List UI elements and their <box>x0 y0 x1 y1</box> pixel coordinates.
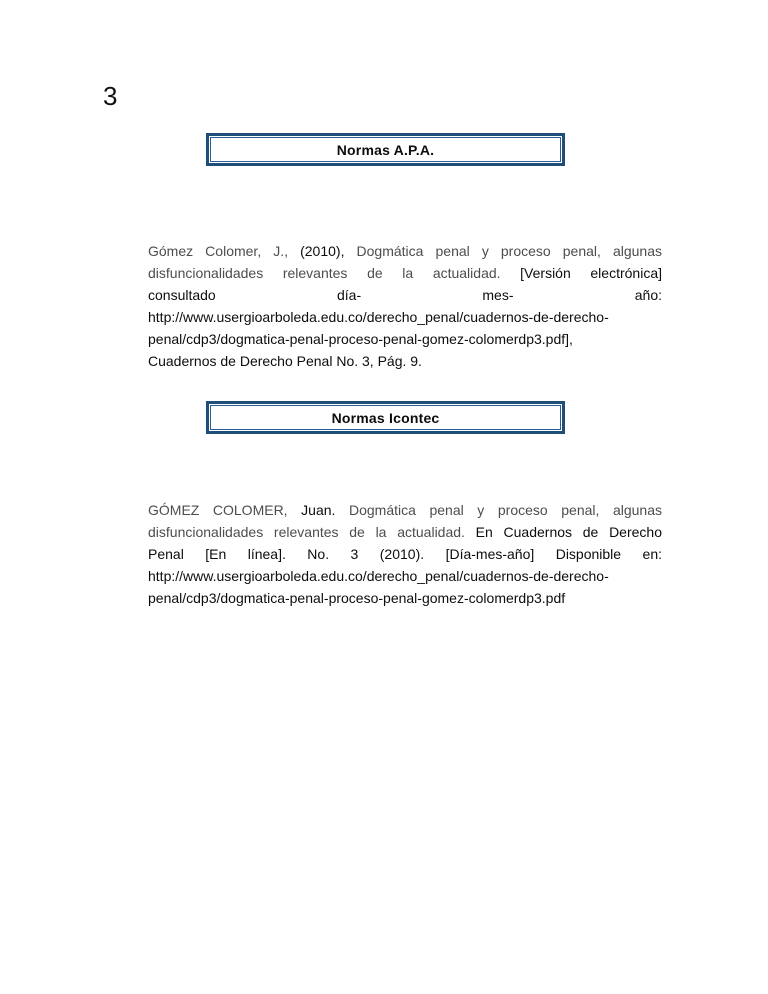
citation-line <box>148 328 662 350</box>
citation-line <box>148 350 662 372</box>
citation-text-segment: Juan. <box>301 502 349 518</box>
citation-text-segment: http://www.usergioarboleda.edu.co/derecho_penal/cuadernos-de-derecho- <box>148 568 609 584</box>
citation-line <box>148 262 662 284</box>
citation-text-segment: Cuadernos de Derecho Penal No. 3, Pág. 9. <box>148 353 422 369</box>
apa-title-box <box>206 133 565 166</box>
apa-citation-paragraph <box>148 240 662 372</box>
citation-text-segment: http://www.usergioarboleda.edu.co/derecho_penal/cuadernos-de-derecho- <box>148 309 609 325</box>
apa-title-box-inner <box>210 137 561 162</box>
citation-text-segment: Gómez Colomer, J., <box>148 243 301 259</box>
icontec-section-title: Normas Icontec <box>331 409 440 426</box>
citation-text-segment: penal/cdp3/dogmatica-penal-proceso-penal-gomez-colomerdp3.pdf <box>148 590 566 606</box>
citation-text-segment: Dogmática penal y proceso penal, algunas <box>348 502 662 518</box>
citation-text-segment: Dogmática penal y proceso penal, algunas <box>356 243 662 259</box>
citation-line <box>148 499 662 521</box>
citation-text-segment: En Cuadernos de Derecho <box>475 524 662 540</box>
page-number: 3 <box>103 81 118 111</box>
citation-line <box>148 240 662 262</box>
citation-line <box>148 521 662 543</box>
apa-section-title: Normas A.P.A. <box>336 141 435 158</box>
citation-text-segment: penal/cdp3/dogmatica-penal-proceso-penal-gomez-colomerdp3.pdf], <box>148 331 573 347</box>
icontec-citation-paragraph <box>148 499 662 609</box>
icontec-title-box <box>206 401 565 434</box>
icontec-title-box-inner <box>210 405 561 430</box>
citation-line <box>148 306 662 328</box>
citation-text-segment: consultado día- mes- año: <box>148 287 662 303</box>
citation-text-segment: disfuncionalidades relevantes de la actualidad. <box>148 265 521 281</box>
citation-text-segment: (2010), <box>300 243 357 259</box>
citation-line <box>148 284 662 306</box>
citation-text-segment: GÓMEZ COLOMER, <box>148 502 302 518</box>
citation-line <box>148 543 662 565</box>
citation-text-segment: disfuncionalidades relevantes de la actualidad. <box>148 524 476 540</box>
citation-line <box>148 587 662 609</box>
citation-line <box>148 565 662 587</box>
citation-text-segment: [Versión electrónica] <box>520 265 662 281</box>
citation-text-segment: Penal [En línea]. No. 3 (2010). [Día-mes-año] Disponible en: <box>148 546 662 562</box>
